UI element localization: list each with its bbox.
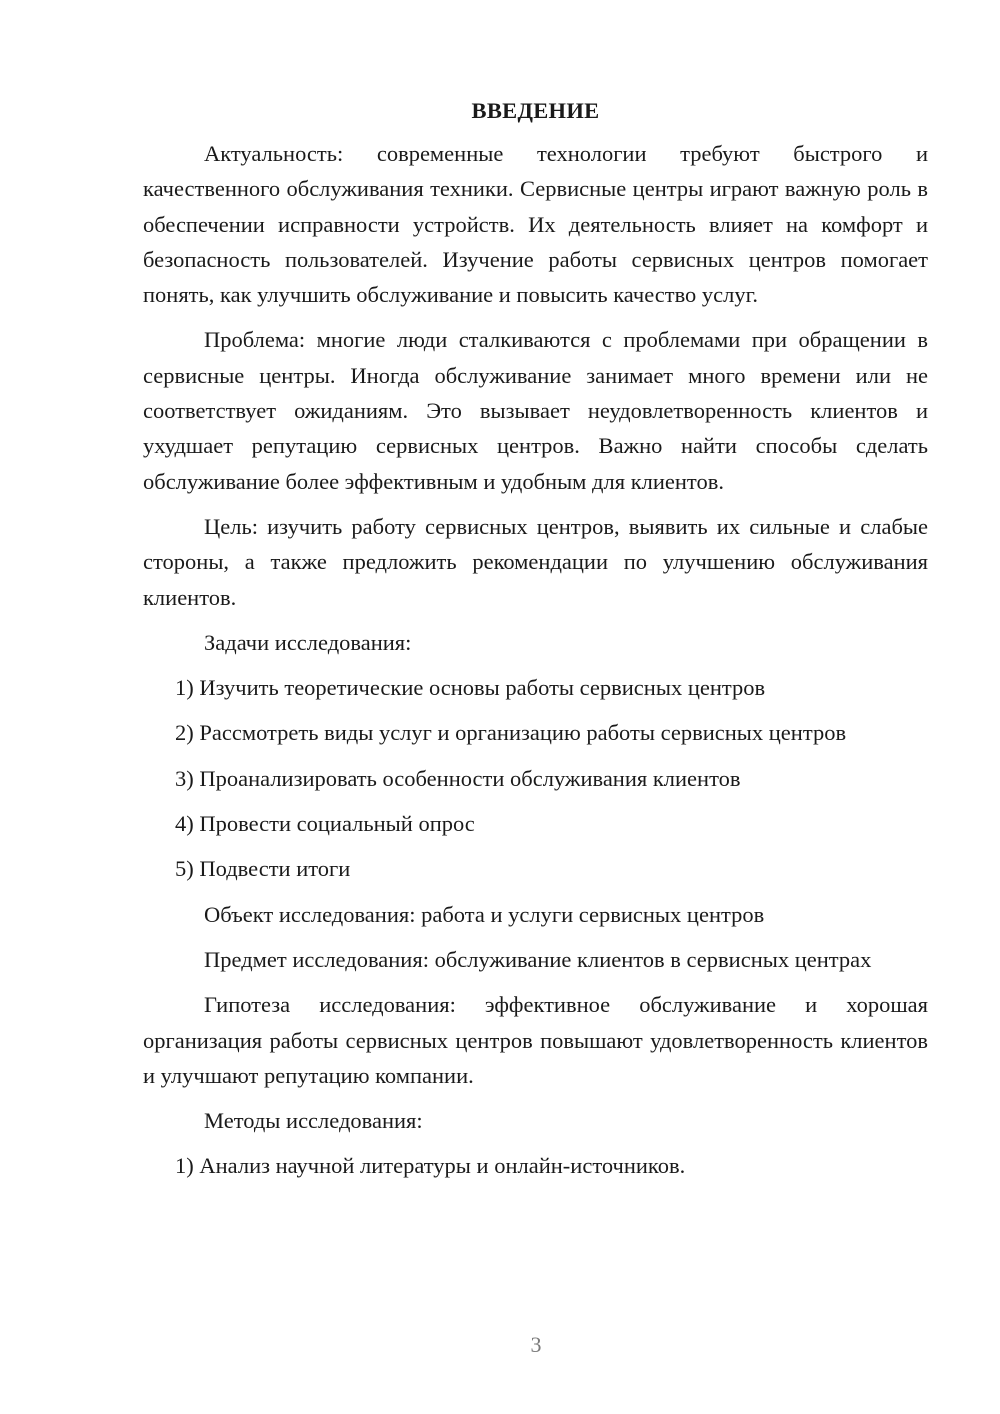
task-item-3: 3) Проанализировать особенности обслуживания клиентов bbox=[175, 765, 741, 791]
section-heading: ВВЕДЕНИЕ bbox=[471, 98, 600, 123]
task-item-4: 4) Провести социальный опрос bbox=[175, 811, 475, 837]
subject-paragraph: Предмет исследования: обслуживание клиентов в сервисных центрах bbox=[204, 946, 872, 972]
page-number: 3 bbox=[530, 1332, 542, 1357]
method-item-1: 1) Анализ научной литературы и онлайн-источников. bbox=[175, 1153, 686, 1179]
problem-paragraph: Проблема: многие люди сталкиваются с проблемами при обращении в сервисные центры. Иногда обслуживание занимает много времени или не соответствует ожиданиям. Это вызывает неудовлетворенность клиентов и ухудшает репутацию сервисных центров. Важно найти способы сделать обслуживание более эффективным и удобным для клиентов. bbox=[143, 327, 928, 494]
goal-paragraph: Цель: изучить работу сервисных центров, выявить их сильные и слабые стороны, а также предложить рекомендации по улучшению обслуживания клиентов. bbox=[143, 513, 928, 610]
task-item-1: 1) Изучить теоретические основы работы сервисных центров bbox=[175, 675, 766, 701]
task-item-2: 2) Рассмотреть виды услуг и организацию работы сервисных центров bbox=[175, 720, 847, 746]
page-content bbox=[143, 96, 928, 1194]
methods-label: Методы исследования: bbox=[204, 1108, 423, 1134]
tasks-label: Задачи исследования: bbox=[204, 629, 412, 655]
hypothesis-paragraph: Гипотеза исследования: эффективное обслуживание и хорошая организация работы сервисных центров повышают удовлетворенность клиентов и улучшают репутацию компании. bbox=[143, 992, 928, 1088]
task-item-5: 5) Подвести итоги bbox=[175, 856, 351, 882]
object-paragraph: Объект исследования: работа и услуги сервисных центров bbox=[204, 901, 765, 927]
relevance-paragraph: Актуальность: современные технологии требуют быстрого и качественного обслуживания техники. Сервисные центры играют важную роль в обеспечении исправности устройств. Их деятельность влияет на комфорт и безопасность пользователей. Изучение работы сервисных центров помогает понять, как улучшить обслуживание и повысить качество услуг. bbox=[143, 141, 928, 308]
